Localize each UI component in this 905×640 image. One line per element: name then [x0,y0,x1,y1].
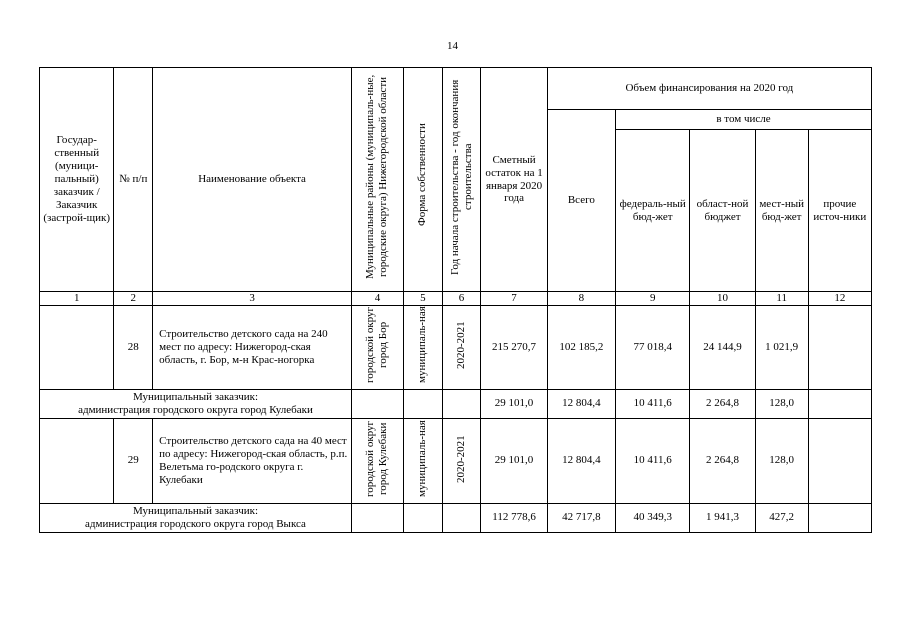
table-row [40,305,872,389]
other-value [808,305,871,389]
table-row [40,418,872,503]
municipal-customer-name: администрация городского округа город Кулебаки [78,403,313,416]
row-number: 28 [114,305,153,389]
column-number: 10 [690,292,755,306]
local-value: 427,2 [755,503,808,532]
district-text: городской округ город Бор [364,307,390,384]
header-construction-years-text: Год начала строительства - год окончания строительства [448,79,474,275]
customer-cell [40,305,114,389]
header-other: прочие источ-ники [808,130,871,292]
municipal-customer-label: Муниципальный заказчик: [132,505,259,518]
balance-value: 112 778,6 [481,503,547,532]
column-number: 3 [153,292,352,306]
regional-value: 2 264,8 [690,389,755,418]
header-financing-volume: Объем финансирования на 2020 год [547,68,871,110]
other-value [808,418,871,503]
federal-value: 10 411,6 [615,418,689,503]
header-construction-years [442,68,481,292]
column-number: 11 [755,292,808,306]
other-value [808,389,871,418]
district-cell [351,305,403,389]
column-number: 9 [615,292,689,306]
municipal-customer-label: Муниципальный заказчик: [132,391,259,404]
total-value: 12 804,4 [547,418,615,503]
header-municipal-districts [351,68,403,292]
ownership-text: муниципаль-ная [416,307,429,384]
header-estimated-balance: Сметный остаток на 1 января 2020 года [481,68,547,292]
district-cell [351,503,403,532]
page-number: 14 [447,40,458,52]
column-number: 5 [403,292,442,306]
balance-value: 215 270,7 [481,305,547,389]
ownership-cell [403,503,442,532]
column-number: 6 [442,292,481,306]
local-value: 1 021,9 [755,305,808,389]
header-total: Всего [547,110,615,292]
column-number: 12 [808,292,871,306]
header-ownership-form [403,68,442,292]
regional-value: 2 264,8 [690,418,755,503]
municipal-customer [40,503,352,532]
total-value: 42 717,8 [547,503,615,532]
column-number: 2 [114,292,153,306]
header-object-name: Наименование объекта [153,68,352,292]
regional-value: 1 941,3 [690,503,755,532]
ownership-text: муниципаль-ная [416,420,429,498]
customer-cell [40,418,114,503]
years-text: 2020-2021 [455,321,468,370]
district-cell [351,418,403,503]
local-value: 128,0 [755,389,808,418]
municipal-customer-name: администрация городского округа город Выкса [85,517,306,530]
local-value: 128,0 [755,418,808,503]
column-number: 4 [351,292,403,306]
district-text: городской округ город Кулебаки [364,420,390,498]
header-num: № п/п [114,68,153,292]
financing-table [39,67,872,533]
header-ownership-form-text: Форма собственности [416,123,429,227]
customer-row [40,389,872,418]
header-including: в том числе [615,110,871,130]
object-name: Строительство детского сада на 40 мест по адресу: Нижегород-ская область, р.п. Велетьма го-родского округа г. Кулебаки [153,418,352,503]
column-number: 7 [481,292,547,306]
header-municipal-districts-text: Муниципальные районы (муниципаль-ные, городские округа) Нижегородской области [364,74,390,280]
years-cell [442,503,481,532]
header-customer: Государ-ственный (муници-пальный) заказчик / Заказчик (застрой-щик) [40,68,114,292]
federal-value: 77 018,4 [615,305,689,389]
municipal-customer [40,389,352,418]
object-name: Строительство детского сада на 240 мест по адресу: Нижегород-ская область, г. Бор, м-н Крас-ногорка [153,305,352,389]
federal-value: 40 349,3 [615,503,689,532]
header-regional: област-ной бюджет [690,130,755,292]
regional-value: 24 144,9 [690,305,755,389]
customer-row [40,503,872,532]
district-cell [351,389,403,418]
column-number-row [40,292,872,306]
row-number: 29 [114,418,153,503]
years-cell [442,418,481,503]
column-number: 1 [40,292,114,306]
years-cell [442,305,481,389]
years-text: 2020-2021 [455,435,468,483]
ownership-cell [403,418,442,503]
total-value: 12 804,4 [547,389,615,418]
ownership-cell [403,389,442,418]
balance-value: 29 101,0 [481,418,547,503]
total-value: 102 185,2 [547,305,615,389]
balance-value: 29 101,0 [481,389,547,418]
header-local: мест-ный бюд-жет [755,130,808,292]
ownership-cell [403,305,442,389]
other-value [808,503,871,532]
column-number: 8 [547,292,615,306]
years-cell [442,389,481,418]
federal-value: 10 411,6 [615,389,689,418]
header-federal: федераль-ный бюд-жет [615,130,689,292]
